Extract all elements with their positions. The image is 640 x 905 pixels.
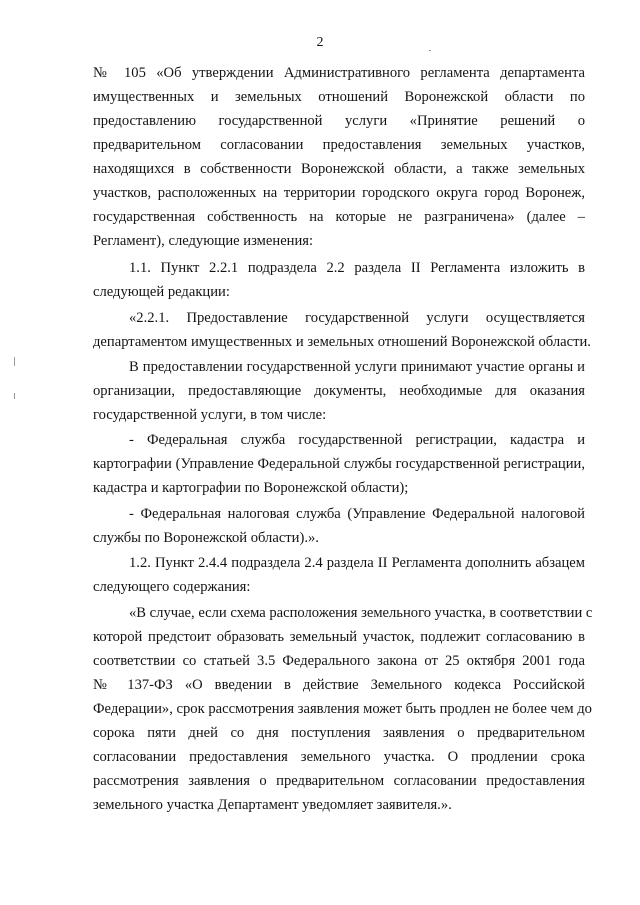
text-line: сорока пяти дней со дня поступления заявления о предварительном <box>93 725 585 741</box>
text-line: «В случае, если схема расположения земельного участка, в соответствии с <box>129 605 593 621</box>
text-line: предоставлению государственной услуги «Принятие решений о <box>93 113 585 129</box>
paragraph-participants <box>93 355 585 427</box>
scan-speck <box>429 50 431 51</box>
text-line: - Федеральная налоговая служба (Управление Федеральной налоговой <box>129 506 585 522</box>
text-line: согласовании предоставления земельного участка. О продлении срока <box>93 749 585 765</box>
text-line: - Федеральная служба государственной регистрации, кадастра и <box>129 432 585 448</box>
text-line: имущественных и земельных отношений Воронежской области по <box>93 89 585 105</box>
text-line: предварительном согласовании предоставления земельных участков, <box>93 137 585 153</box>
paragraph-quote-2-4-4 <box>93 601 593 817</box>
text-line: Регламент), следующие изменения: <box>93 233 314 249</box>
text-line: рассмотрения заявления о предварительном согласовании предоставления <box>93 773 585 789</box>
text-line: № 137-ФЗ «О введении в действие Земельного кодекса Российской <box>93 677 585 693</box>
text-line: Федерации», срок рассмотрения заявления может быть продлен не более чем до <box>93 701 592 717</box>
text-line: В предоставлении государственной услуги принимают участие органы и <box>129 359 585 375</box>
paragraph-item-1-1 <box>93 256 585 304</box>
paragraph-bullet-tax <box>93 502 585 550</box>
text-line: государственной услуги, в том числе: <box>93 407 327 423</box>
text-line: кадастра и картографии по Воронежской области); <box>93 480 409 496</box>
text-line: 1.2. Пункт 2.4.4 подраздела 2.4 раздела II Регламента дополнить абзацем <box>129 555 585 571</box>
text-line: участков, расположенных на территории городского округа город Воронеж, <box>93 185 585 201</box>
paragraph-bullet-rosreestr <box>93 428 585 500</box>
text-line: государственная собственность на которые не разграничена» (далее – <box>93 209 585 225</box>
text-line: № 105 «Об утверждении Административного регламента департамента <box>93 65 585 81</box>
text-line: «2.2.1. Предоставление государственной услуги осуществляется <box>129 310 585 326</box>
text-line: картографии (Управление Федеральной службы государственной регистрации, <box>93 456 585 472</box>
text-line: следующей редакции: <box>93 284 230 300</box>
page-number: 2 <box>316 35 324 50</box>
text-line: департаментом имущественных и земельных отношений Воронежской области. <box>93 334 591 350</box>
text-line: 1.1. Пункт 2.2.1 подраздела 2.2 раздела II Регламента изложить в <box>129 260 585 276</box>
text-line: службы по Воронежской области).». <box>93 530 319 546</box>
text-line: земельного участка Департамент уведомляет заявителя.». <box>93 797 452 813</box>
paragraph-clause-2-2-1 <box>93 306 591 354</box>
scan-speck <box>14 393 15 399</box>
text-line: находящихся в собственности Воронежской области, а также земельных <box>93 161 585 177</box>
text-line: соответствии со статьей 3.5 Федерального закона от 25 октября 2001 года <box>93 653 585 669</box>
scan-speck <box>14 357 15 366</box>
paragraph-intro <box>93 61 585 253</box>
text-line: следующего содержания: <box>93 579 251 595</box>
text-line: которой предстоит образовать земельный участок, подлежит согласованию в <box>93 629 585 645</box>
paragraph-item-1-2 <box>93 551 585 599</box>
text-line: организации, предоставляющие документы, необходимые для оказания <box>93 383 585 399</box>
